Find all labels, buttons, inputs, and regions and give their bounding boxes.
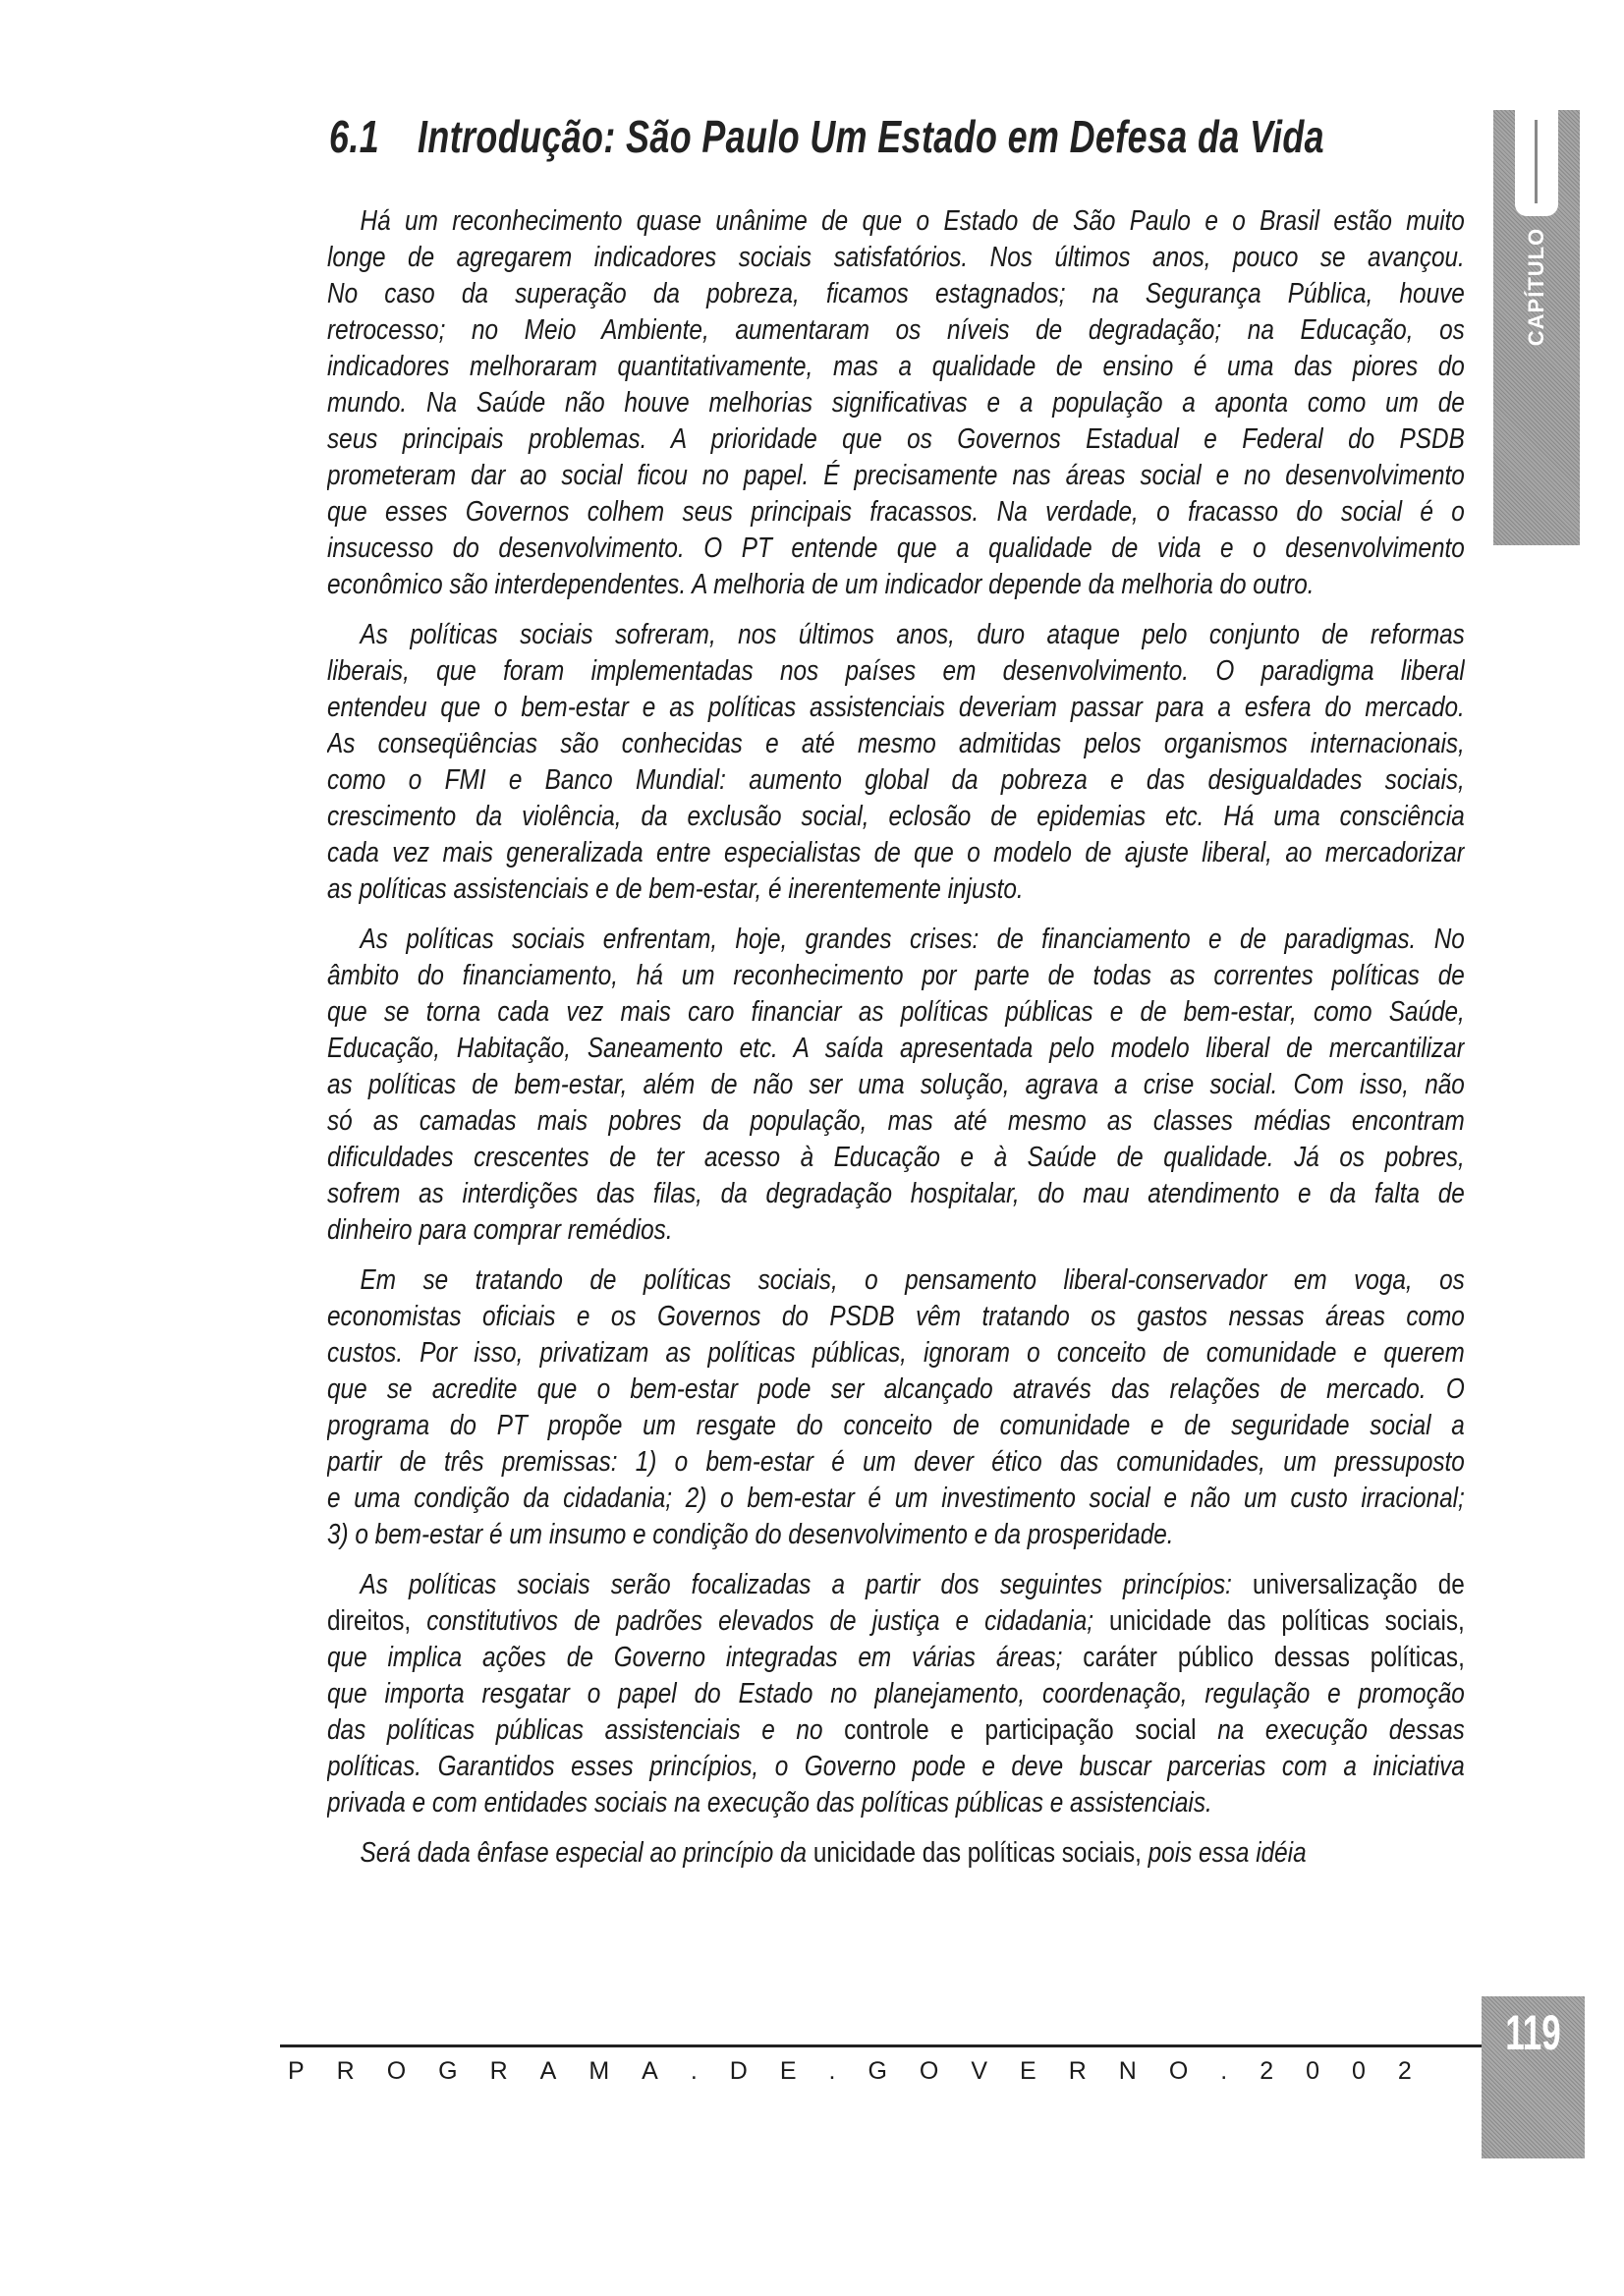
text-line-content [327, 1103, 1465, 1140]
italic-text: as políticas assistenciais e de bem-estar, é inerentemente injusto. [327, 873, 1024, 905]
text-line [327, 871, 1465, 908]
text-line-content [327, 203, 1465, 240]
text-line-content [327, 1603, 1465, 1640]
text-line-content [327, 1067, 1465, 1103]
text-line-content [327, 1785, 1465, 1821]
text-line [327, 494, 1465, 531]
italic-text: que importa resgatar o papel do Estado no planejamento, coordenação, regulação e promoção [327, 1678, 1465, 1709]
text-line-content [327, 531, 1465, 567]
italic-text: pois essa idéia [1141, 1837, 1307, 1869]
text-line [327, 385, 1465, 421]
italic-text: Será dada ênfase especial ao princípio da [360, 1837, 813, 1869]
text-line [327, 1835, 1465, 1872]
italic-text: As políticas sociais sofreram, nos últimos anos, duro ataque pelo conjunto de reformas [360, 619, 1465, 650]
text-line-content [327, 1408, 1465, 1444]
text-line-content [327, 567, 1465, 603]
text-line [327, 567, 1465, 603]
italic-text: indicadores melhoraram quantitativamente, mas a qualidade de ensino é uma das piores do [327, 351, 1465, 382]
italic-text: No caso da superação da pobreza, ficamos estagnados; na Segurança Pública, houve [327, 278, 1465, 309]
italic-text: retrocesso; no Meio Ambiente, aumentaram os níveis de degradação; na Educação, os [327, 314, 1465, 346]
text-line-content [327, 349, 1465, 385]
italic-text: políticas. Garantidos esses princípios, o Governo pode e deve buscar parcerias com a iniciativa [327, 1751, 1465, 1782]
paragraph [327, 922, 1465, 1249]
text-line-content [327, 1640, 1465, 1676]
text-line [327, 1372, 1465, 1408]
text-line [327, 1640, 1465, 1676]
text-line [327, 276, 1465, 312]
text-line [327, 994, 1465, 1031]
italic-text: insucesso do desenvolvimento. O PT entende que a qualidade de vida e o desenvolvimento [327, 532, 1465, 564]
text-line [327, 835, 1465, 871]
text-line [327, 1517, 1465, 1553]
text-line [327, 1067, 1465, 1103]
italic-text: seus principais problemas. A prioridade que os Governos Estadual e Federal do PSDB [327, 423, 1465, 455]
text-line-content [327, 1031, 1465, 1067]
text-line-content [327, 1676, 1465, 1712]
italic-text: longe de agregarem indicadores sociais satisfatórios. Nos últimos anos, pouco se avançou. [327, 242, 1465, 273]
text-line-content [327, 1749, 1465, 1785]
text-line [327, 1262, 1465, 1299]
chapter-label: CAPÍTULO [1524, 227, 1548, 347]
text-line [327, 203, 1465, 240]
italic-text: mundo. Na Saúde não houve melhorias significativas e a população a aponta como um de [327, 387, 1465, 419]
italic-text: privada e com entidades sociais na execução das políticas públicas e assistenciais. [327, 1787, 1212, 1819]
text-line [327, 690, 1465, 726]
footer-rule [280, 2044, 1482, 2047]
italic-text: economistas oficiais e os Governos do PSDB vêm tratando os gastos nessas áreas como [327, 1301, 1465, 1332]
text-line [327, 762, 1465, 799]
text-line [327, 312, 1465, 349]
text-line [327, 1785, 1465, 1821]
paragraph [327, 1835, 1465, 1872]
text-line [327, 1567, 1465, 1603]
text-line-content [327, 1835, 1465, 1872]
text-line [327, 421, 1465, 458]
italic-text: que implica ações de Governo integradas em várias áreas; [327, 1642, 1084, 1673]
text-line [327, 1103, 1465, 1140]
italic-text: Educação, Habitação, Saneamento etc. A saída apresentada pelo modelo liberal de mercantilizar [327, 1033, 1465, 1064]
section-number: 6.1 [329, 111, 380, 162]
text-line-content [327, 312, 1465, 349]
text-line-content [327, 958, 1465, 994]
text-line [327, 531, 1465, 567]
italic-text: sofrem as interdições das filas, da degradação hospitalar, do mau atendimento e da falta de [327, 1178, 1465, 1209]
text-line-content [327, 1481, 1465, 1517]
italic-text: As políticas sociais enfrentam, hoje, grandes crises: de financiamento e de paradigmas. No [360, 924, 1465, 955]
text-line-content [327, 1262, 1465, 1299]
text-line [327, 799, 1465, 835]
text-line-content [327, 458, 1465, 494]
text-line [327, 1444, 1465, 1481]
italic-text: que esses Governos colhem seus principais fracassos. Na verdade, o fracasso do social é o [327, 496, 1465, 528]
text-line [327, 1676, 1465, 1712]
text-line-content [327, 1212, 1465, 1249]
text-line-content [327, 240, 1465, 276]
italic-text: custos. Por isso, privatizam as políticas públicas, ignoram o conceito de comunidade e querem [327, 1337, 1465, 1369]
italic-text: na execução dessas [1196, 1714, 1465, 1746]
paragraph [327, 617, 1465, 908]
italic-text: partir de três premissas: 1) o bem-estar é um dever ético das comunidades, um pressuposto [327, 1446, 1465, 1478]
page-number-tab [1482, 1996, 1585, 2158]
text-line [327, 617, 1465, 653]
text-line-content [327, 276, 1465, 312]
text-line-content [327, 994, 1465, 1031]
text-line-content [327, 1567, 1465, 1603]
text-line-content [327, 1372, 1465, 1408]
text-line [327, 1712, 1465, 1749]
italic-text: Em se tratando de políticas sociais, o pensamento liberal-conservador em voga, os [360, 1264, 1465, 1296]
italic-text: das políticas públicas assistenciais e no [327, 1714, 845, 1746]
paragraph [327, 1567, 1465, 1821]
text-line [327, 1481, 1465, 1517]
text-line [327, 1176, 1465, 1212]
italic-text: econômico são interdependentes. A melhoria de um indicador depende da melhoria do outro. [327, 569, 1315, 600]
italic-text: liberais, que foram implementadas nos países em desenvolvimento. O paradigma liberal [327, 655, 1465, 687]
text-line-content [327, 421, 1465, 458]
italic-text: entendeu que o bem-estar e as políticas assistenciais deveriam passar para a esfera do mercado. [327, 692, 1465, 723]
italic-text: prometeram dar ao social ficou no papel. É precisamente nas áreas social e no desenvolvimento [327, 460, 1465, 491]
paragraph [327, 203, 1465, 603]
italic-text: 3) o bem-estar é um insumo e condição do desenvolvimento e da prosperidade. [327, 1519, 1174, 1550]
text-line-content [327, 835, 1465, 871]
roman-text: universalização de [1253, 1569, 1465, 1600]
text-line [327, 922, 1465, 958]
text-line [327, 1212, 1465, 1249]
text-line-content [327, 1517, 1465, 1553]
italic-text: As políticas sociais serão focalizadas a partir dos seguintes princípios: [360, 1569, 1254, 1600]
italic-text: programa do PT propõe um resgate do conceito de comunidade e de seguridade social a [327, 1410, 1465, 1441]
italic-text: que se acredite que o bem-estar pode ser alcançado através das relações de mercado. O [327, 1373, 1465, 1405]
text-line-content [327, 653, 1465, 690]
text-line-content [327, 494, 1465, 531]
text-line-content [327, 1176, 1465, 1212]
roman-text: caráter público dessas políticas, [1083, 1642, 1465, 1673]
text-line [327, 726, 1465, 762]
italic-text: âmbito do financiamento, há um reconhecimento por parte de todas as correntes políticas de [327, 960, 1465, 991]
body-text [327, 203, 1465, 1885]
chapter-tab [1493, 110, 1580, 545]
italic-text: só as camadas mais pobres da população, mas até mesmo as classes médias encontram [327, 1105, 1465, 1137]
paragraph [327, 1262, 1465, 1553]
chapter-number-graphic [1515, 110, 1558, 216]
italic-text: as políticas de bem-estar, além de não ser uma solução, agrava a crise social. Com isso, não [327, 1069, 1465, 1100]
text-line-content [327, 871, 1465, 908]
text-line [327, 240, 1465, 276]
text-line [327, 349, 1465, 385]
text-line [327, 1299, 1465, 1335]
text-line [327, 1603, 1465, 1640]
text-line [327, 1408, 1465, 1444]
text-line-content [327, 1299, 1465, 1335]
roman-text: unicidade das políticas sociais, [812, 1837, 1142, 1869]
text-line-content [327, 690, 1465, 726]
roman-text: controle e participação social [844, 1714, 1197, 1746]
italic-text: como o FMI e Banco Mundial: aumento global da pobreza e das desigualdades sociais, [327, 764, 1465, 796]
text-line [327, 1140, 1465, 1176]
section-heading [329, 110, 1324, 163]
text-line [327, 458, 1465, 494]
text-line-content [327, 1140, 1465, 1176]
text-line [327, 1335, 1465, 1372]
text-line-content [327, 1444, 1465, 1481]
italic-text: dificuldades crescentes de ter acesso à Educação e à Saúde de qualidade. Já os pobres, [327, 1142, 1465, 1173]
italic-text: Há um reconhecimento quase unânime de que o Estado de São Paulo e o Brasil estão muito [360, 205, 1465, 237]
footer-text: PROGRAMA.DE.GOVERNO.2002 [288, 2057, 1444, 2085]
text-line-content [327, 922, 1465, 958]
text-line-content [327, 726, 1465, 762]
text-line-content [327, 1335, 1465, 1372]
italic-text: cada vez mais generalizada entre especialistas de que o modelo de ajuste liberal, ao mercadorizar [327, 837, 1465, 868]
italic-text: crescimento da violência, da exclusão social, eclosão de epidemias etc. Há uma consciência [327, 801, 1465, 832]
text-line [327, 653, 1465, 690]
italic-text: As conseqüências são conhecidas e até mesmo admitidas pelos organismos internacionais, [327, 728, 1465, 759]
roman-text: unicidade das políticas sociais, [1109, 1605, 1465, 1637]
text-line-content [327, 799, 1465, 835]
italic-text: constitutivos de padrões elevados de justiça e cidadania; [411, 1605, 1110, 1637]
text-line-content [327, 385, 1465, 421]
text-line-content [327, 617, 1465, 653]
text-line [327, 1749, 1465, 1785]
text-line-content [327, 762, 1465, 799]
text-line [327, 958, 1465, 994]
roman-text: direitos, [327, 1605, 412, 1637]
text-line [327, 1031, 1465, 1067]
text-line-content [327, 1712, 1465, 1749]
section-title: Introdução: São Paulo Um Estado em Defesa da Vida [418, 111, 1325, 162]
italic-text: dinheiro para comprar remédios. [327, 1214, 673, 1246]
italic-text: que se torna cada vez mais caro financiar as políticas públicas e de bem-estar, como Saúde, [327, 996, 1465, 1028]
italic-text: e uma condição da cidadania; 2) o bem-estar é um investimento social e não um custo irracional; [327, 1483, 1465, 1514]
page-number: 119 [1505, 2005, 1561, 2060]
